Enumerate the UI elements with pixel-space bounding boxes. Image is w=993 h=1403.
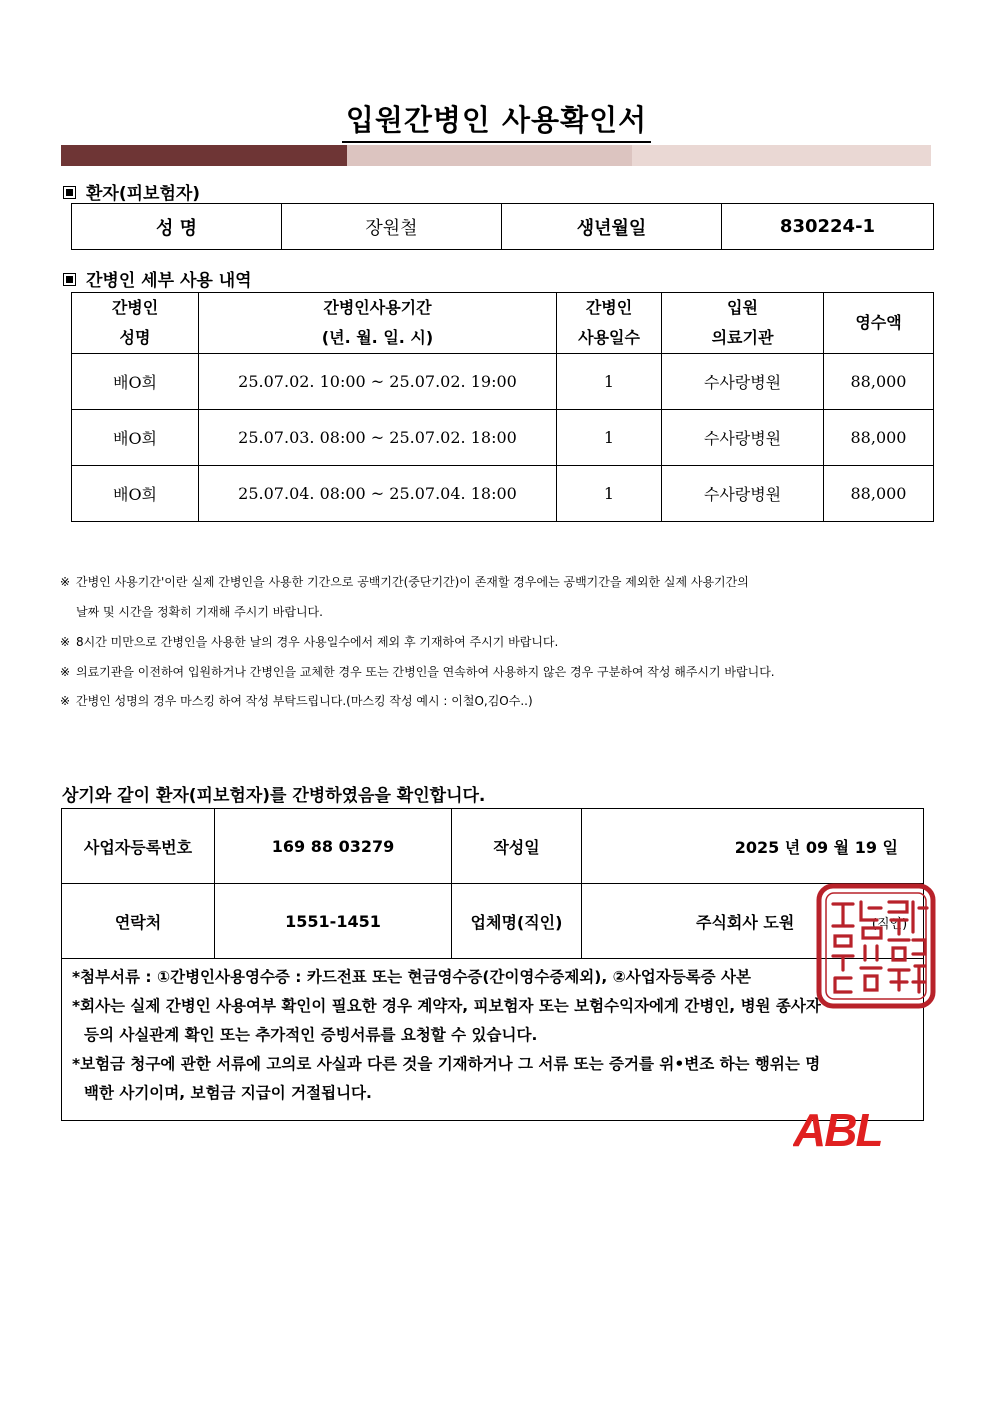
row-caregiver-name: 배O희 <box>72 466 199 522</box>
note-3: ※ 의료기관을 이전하여 입원하거나 간병인을 교체한 경우 또는 간병인을 연속하여 사용하지 않은 경우 구분하여 작성 해주시기 바랍니다. <box>60 665 775 679</box>
company-table <box>61 808 924 1121</box>
row-hospital: 수사랑병원 <box>662 410 824 466</box>
patient-table <box>71 203 934 250</box>
header-band-mid <box>347 145 632 166</box>
confirmation-statement: 상기와 같이 환자(피보험자)를 간병하였음을 확인합니다. <box>62 786 486 806</box>
write-date: 2025 년 09 월 19 일 <box>582 809 924 884</box>
table-row <box>72 354 934 410</box>
footer-note-verification-cont: 등의 사실관계 확인 또는 추가적인 증빙서류를 요청할 수 있습니다. <box>84 1026 538 1044</box>
row-days: 1 <box>557 410 662 466</box>
note-4: ※ 간병인 성명의 경우 마스킹 하여 작성 부탁드립니다.(마스킹 작성 예시 : 이철O,김O수..) <box>60 694 533 708</box>
square-bullet-icon <box>63 273 76 286</box>
row-period: 25.07.03. 08:00 ~ 25.07.02. 18:00 <box>199 410 557 466</box>
patient-name-label: 성 명 <box>72 204 282 250</box>
footer-note-attachments: *첨부서류 : ①간병인사용영수증 : 카드전표 또는 현금영수증(간이영수증제외), ②사업자등록증 사본 <box>72 968 751 986</box>
section-details-heading: 간병인 세부 사용 내역 <box>63 266 252 291</box>
biz-no: 169 88 03279 <box>215 809 452 884</box>
contact-number: 1551-1451 <box>215 884 452 959</box>
footer-note-fraud: *보험금 청구에 관한 서류에 고의로 사실과 다른 것을 기재하거나 그 서류 또는 증거를 위•변조 하는 행위는 명 <box>72 1055 821 1073</box>
row-caregiver-name: 배O희 <box>72 410 199 466</box>
patient-birth: 830224-1 <box>722 204 934 250</box>
row-caregiver-name: 배O희 <box>72 354 199 410</box>
footer-note-fraud-cont: 백한 사기이며, 보험금 지급이 거절됩니다. <box>84 1084 372 1102</box>
row-period: 25.07.04. 08:00 ~ 25.07.04. 18:00 <box>199 466 557 522</box>
header-period: 간병인사용기간 (년. 월. 일. 시) <box>199 293 557 354</box>
square-bullet-icon <box>63 186 76 199</box>
note-2: ※ 8시간 미만으로 간병인을 사용한 날의 경우 사용일수에서 제외 후 기재하여 주시기 바랍니다. <box>60 635 559 649</box>
header-band-dark <box>61 145 347 166</box>
row-period: 25.07.02. 10:00 ~ 25.07.02. 19:00 <box>199 354 557 410</box>
table-row <box>72 466 934 522</box>
date-label: 작성일 <box>452 809 582 884</box>
company-name-label: 업체명(직인) <box>452 884 582 959</box>
company-name: 주식회사 도원 <box>696 912 795 932</box>
note-1: ※ 간병인 사용기간'이란 실제 간병인을 사용한 기간으로 공백기간(중단기간)이 존재할 경우에는 공백기간을 제외한 실제 사용기간의 <box>60 575 749 589</box>
row-amount: 88,000 <box>824 410 934 466</box>
seal-note: (직인) <box>871 916 908 932</box>
biz-no-label: 사업자등록번호 <box>62 809 215 884</box>
row-amount: 88,000 <box>824 354 934 410</box>
header-band-light <box>632 145 931 166</box>
row-days: 1 <box>557 354 662 410</box>
footer-note-verification: *회사는 실제 간병인 사용여부 확인이 필요한 경우 계약자, 피보험자 또는 보험수익자에게 간병인, 병원 종사자 <box>72 997 821 1015</box>
section-patient-heading: 환자(피보험자) <box>63 179 200 204</box>
header-amount: 영수액 <box>824 293 934 354</box>
row-days: 1 <box>557 466 662 522</box>
details-header-row <box>72 293 934 354</box>
patient-name: 장원철 <box>282 204 502 250</box>
abl-logo <box>793 1108 917 1148</box>
row-hospital: 수사랑병원 <box>662 466 824 522</box>
footer-notes <box>62 959 924 1121</box>
patient-birth-label: 생년월일 <box>502 204 722 250</box>
header-days: 간병인 사용일수 <box>557 293 662 354</box>
note-1-cont: 날짜 및 시간을 정확히 기재해 주시기 바랍니다. <box>76 605 323 619</box>
svg-text:ABL: ABL <box>793 1108 882 1148</box>
details-table <box>71 292 934 522</box>
contact-label: 연락처 <box>62 884 215 959</box>
row-hospital: 수사랑병원 <box>662 354 824 410</box>
table-row <box>72 410 934 466</box>
header-caregiver-name: 간병인 성명 <box>72 293 199 354</box>
row-amount: 88,000 <box>824 466 934 522</box>
document-title: 입원간병인 사용확인서 <box>0 98 993 143</box>
company-seal-icon <box>815 882 937 1010</box>
header-hospital: 입원 의료기관 <box>662 293 824 354</box>
